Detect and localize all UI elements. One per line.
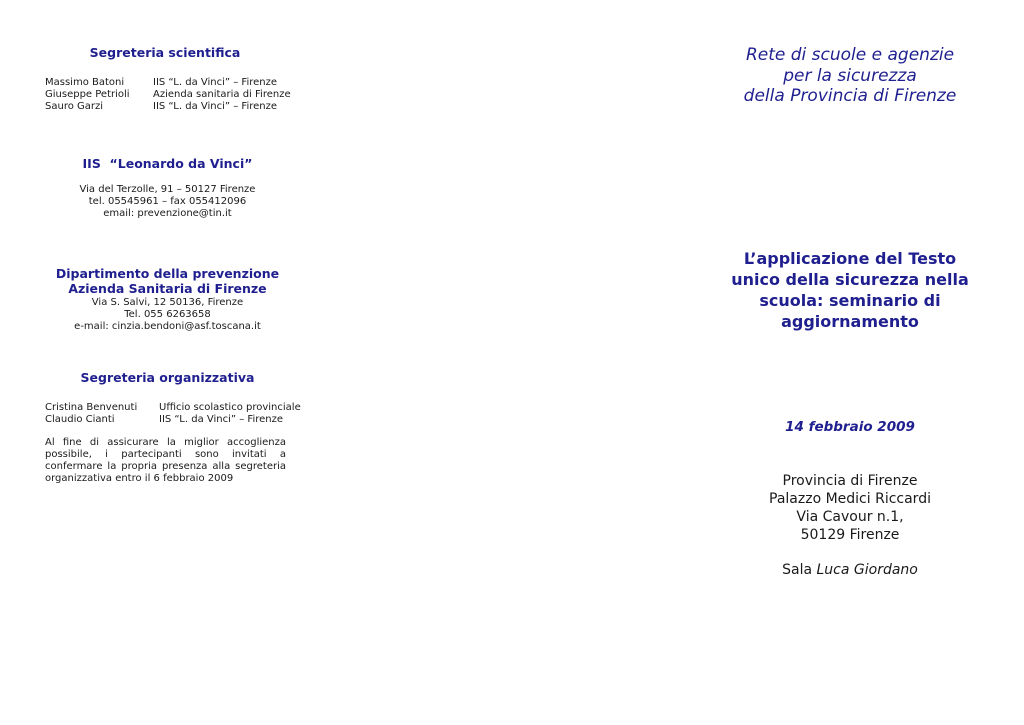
seminar-title-line: scuola: seminario di	[759, 291, 941, 310]
seminar-title-line: aggiornamento	[781, 312, 919, 331]
venue-line: 50129 Firenze	[800, 527, 900, 543]
dipartimento-email: e-mail: cinzia.bendoni@asf.toscana.it	[74, 321, 261, 332]
network-title-line: della Provincia di Firenze	[743, 86, 957, 106]
dipartimento-heading-line: Azienda Sanitaria di Firenze	[68, 281, 267, 296]
network-title-line: Rete di scuole e agenzie	[745, 45, 955, 65]
seminar-title-line: unico della sicurezza nella	[731, 270, 969, 289]
venue-room	[700, 561, 1000, 579]
registration-note: Al fine di assicurare la miglior accoglienza possibile, i partecipanti sono invitati a confermare la propria presenza alla segreteria organizzativa entro il 6 febbraio 2009	[45, 437, 286, 484]
venue-line: Provincia di Firenze	[782, 473, 918, 489]
iis-address: Via del Terzolle, 91 – 50127 Firenze	[79, 184, 256, 195]
member-affiliation: Ufficio scolastico provinciale	[159, 402, 301, 413]
segreteria-organizzativa-heading: Segreteria organizzativa	[80, 370, 255, 385]
room-prefix: Sala	[782, 562, 813, 578]
member-affiliation: IIS “L. da Vinci” – Firenze	[153, 77, 278, 88]
network-title	[700, 45, 1000, 107]
member-name: Claudio Cianti	[45, 414, 115, 425]
member-name: Sauro Garzi	[45, 101, 104, 112]
dipartimento-heading	[40, 266, 295, 296]
list-item	[45, 414, 305, 426]
member-affiliation: IIS “L. da Vinci” – Firenze	[159, 414, 284, 425]
seminar-title-line: L’applicazione del Testo	[743, 249, 957, 268]
room-name: Luca Giordano	[816, 562, 918, 578]
member-affiliation: IIS “L. da Vinci” – Firenze	[153, 101, 278, 112]
member-name: Cristina Benvenuti	[45, 402, 138, 413]
segreteria-scientifica-list	[45, 77, 305, 113]
dipartimento-phone: Tel. 055 6263658	[124, 309, 211, 320]
list-item	[45, 402, 305, 414]
list-item	[45, 77, 305, 89]
iis-email: email: prevenzione@tin.it	[103, 208, 232, 219]
iis-heading: IIS “Leonardo da Vinci”	[82, 156, 253, 171]
iis-phone: tel. 05545961 – fax 055412096	[88, 196, 247, 207]
iis-contact	[40, 184, 295, 220]
list-item	[45, 101, 305, 113]
member-name: Giuseppe Petrioli	[45, 89, 130, 100]
dipartimento-heading-line: Dipartimento della prevenzione	[55, 266, 280, 281]
list-item	[45, 89, 305, 101]
dipartimento-contact	[40, 297, 295, 333]
seminar-title	[690, 248, 1010, 332]
member-affiliation: Azienda sanitaria di Firenze	[153, 89, 291, 100]
network-title-line: per la sicurezza	[783, 65, 917, 86]
member-name: Massimo Batoni	[45, 77, 125, 88]
dipartimento-address: Via S. Salvi, 12 50136, Firenze	[91, 297, 244, 308]
venue-line: Via Cavour n.1,	[796, 509, 904, 525]
segreteria-organizzativa-list	[45, 402, 305, 426]
event-date: 14 febbraio 2009	[785, 419, 915, 435]
venue-line: Palazzo Medici Riccardi	[769, 491, 931, 507]
segreteria-scientifica-heading: Segreteria scientifica	[89, 45, 241, 60]
venue-address	[700, 472, 1000, 544]
